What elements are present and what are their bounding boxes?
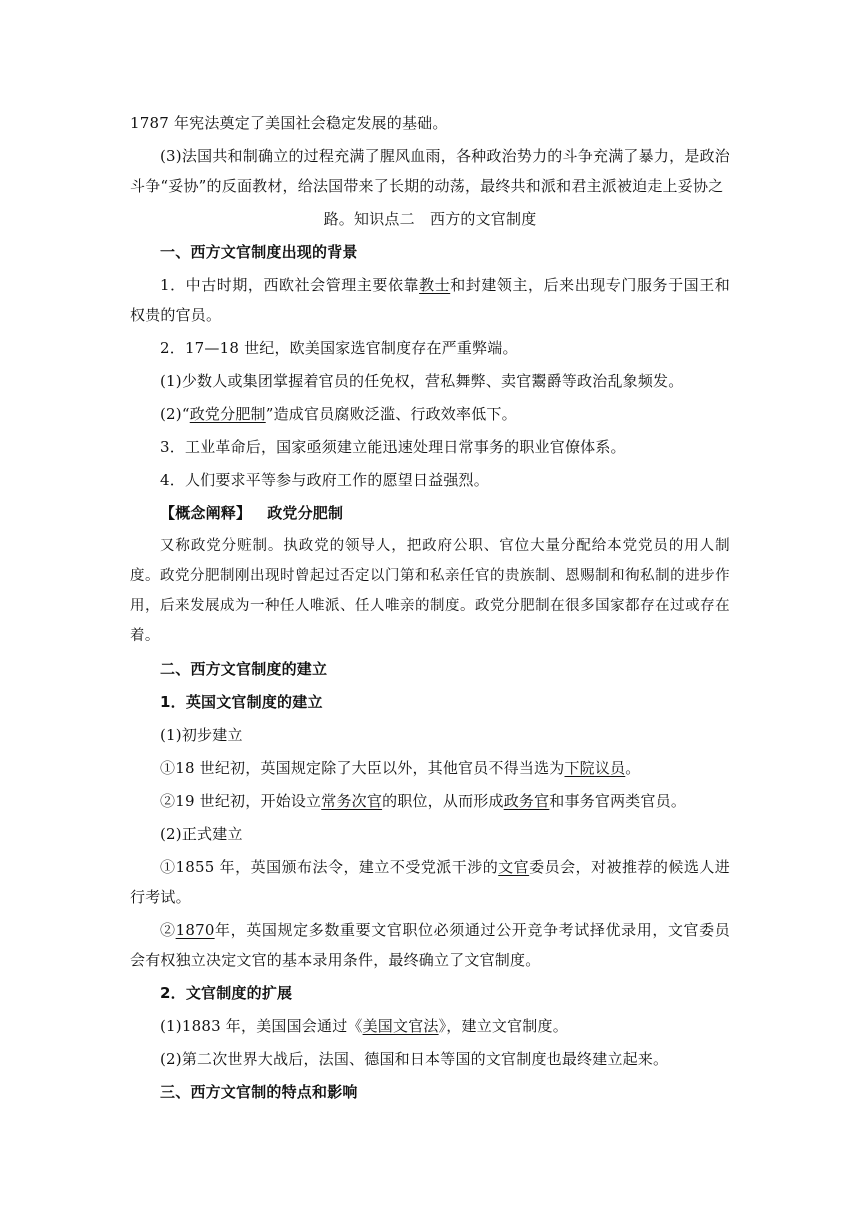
subitem-expansion-1	[130, 1011, 730, 1041]
subitem-initial: (1)初步建立	[160, 726, 243, 744]
item-1	[130, 270, 730, 330]
subitem-expansion-1-pre: (1)1883 年，美国国会通过《	[160, 1017, 363, 1035]
concept-heading	[130, 498, 730, 528]
subitem-initial-b-post: 和事务官两类官员。	[549, 792, 687, 810]
underline-political-official: 政务官	[503, 792, 550, 810]
subitem-formal-b-pre: ②	[160, 921, 176, 939]
subitem-initial-a-pre: ①18 世纪初，英国规定除了大臣以外，其他官员不得当选为	[160, 759, 565, 777]
item-1-text-post: 和封建领主，后来出现专门服务于国王和权贵的官员。	[130, 276, 730, 324]
section-heading-knowledge-point-2: 路。知识点二 西方的文官制度	[323, 210, 537, 228]
underline-civil-service-act: 美国文官法	[362, 1017, 439, 1035]
subitem-initial-b	[130, 786, 730, 816]
item-2-sub-1: (1)少数人或集团掌握着官员的任免权，营私舞弊、卖官鬻爵等政治乱象频发。	[160, 372, 684, 390]
concept-body: 又称政党分赃制。执政党的领导人，把政府公职、官位大量分配给本党党员的用人制度。政党分肥制刚出现时曾起过否定以门第和私亲任官的贵族制、恩赐制和徇私制的进步作用，后来发展成为一种任人唯派、任人唯亲的制度。政党分肥制在很多国家都存在过或存在着。	[130, 538, 730, 644]
subitem-formal-a	[130, 852, 730, 912]
document-page	[130, 108, 730, 1110]
paragraph-constitution: 1787 年宪法奠定了美国社会稳定发展的基础。	[130, 114, 448, 132]
underline-permanent-secretary: 常务次官	[321, 792, 383, 810]
subitem-initial-b-pre: ②19 世纪初，开始设立	[160, 792, 322, 810]
concept-title: 政党分肥制	[267, 504, 344, 522]
item-2-sub-2-post: ”造成官员腐败泛滥、行政效率低下。	[265, 405, 517, 423]
subitem-initial-a	[130, 753, 730, 783]
subitem-formal-b	[130, 915, 730, 975]
underline-clergy: 教士	[419, 276, 451, 294]
item-2: 2．17—18 世纪，欧美国家选官制度存在严重弊端。	[160, 339, 518, 357]
underline-spoils-system: 政党分肥制	[189, 405, 266, 423]
underline-house-member: 下院议员	[564, 759, 626, 777]
subitem-expansion-2: (2)第二次世界大战后，法国、德国和日本等国的文官制度也最终建立起来。	[160, 1050, 669, 1068]
underline-year-1870: 1870	[175, 921, 215, 939]
item-3: 3．工业革命后，国家亟须建立能迅速处理日常事务的职业官僚体系。	[160, 438, 626, 456]
paragraph-france-republic: (3)法国共和制确立的过程充满了腥风血雨，各种政治势力的斗争充满了暴力，是政治斗争“妥协”的反面教材，给法国带来了长期的动荡，最终共和派和君主派被迫走上妥协之	[130, 147, 730, 195]
subitem-expansion-1-post: 》，建立文官制度。	[438, 1017, 568, 1035]
subitem-formal-a-post: 委员会，对被推荐的候选人进行考试。	[130, 858, 731, 906]
heading-establishment: 二、西方文官制度的建立	[160, 660, 328, 678]
subheading-expansion: 2．文官制度的扩展	[160, 984, 293, 1002]
item-2-sub-2	[130, 399, 730, 429]
subitem-formal-a-pre: ①1855 年，英国颁布法令，建立不受党派干涉的	[160, 858, 499, 876]
concept-tag: 【概念阐释】	[160, 504, 252, 522]
subitem-formal-b-post: 年，英国规定多数重要文官职位必须通过公开竞争考试择优录用，文官委员会有权独立决定文官的基本录用条件，最终确立了文官制度。	[130, 921, 730, 969]
heading-features-impact: 三、西方文官制的特点和影响	[160, 1083, 358, 1101]
subitem-initial-b-mid: 的职位，从而形成	[382, 792, 504, 810]
item-2-sub-2-pre: (2)“	[160, 405, 190, 423]
heading-background: 一、西方文官制度出现的背景	[160, 243, 358, 261]
underline-civil-service: 文官	[498, 858, 530, 876]
subheading-british-civil-service: 1．英国文官制度的建立	[160, 693, 323, 711]
subitem-initial-a-post: 。	[625, 759, 641, 777]
subitem-formal: (2)正式建立	[160, 825, 243, 843]
item-4: 4．人们要求平等参与政府工作的愿望日益强烈。	[160, 471, 489, 489]
item-1-text-pre: 1．中古时期，西欧社会管理主要依靠	[160, 276, 420, 294]
